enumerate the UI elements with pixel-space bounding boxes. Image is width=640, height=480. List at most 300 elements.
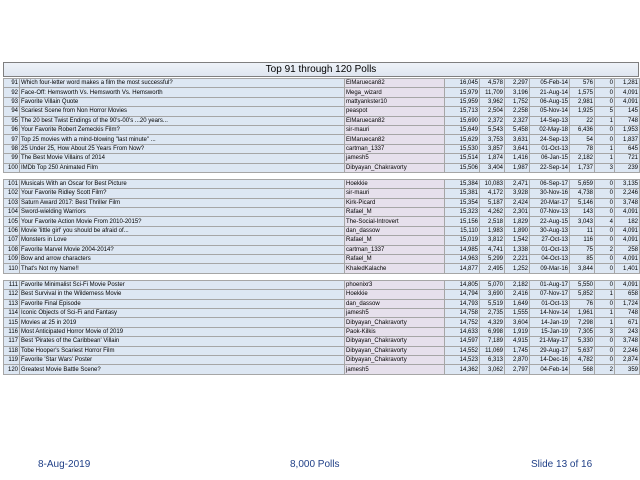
poll-author: Rafael_M (345, 208, 445, 217)
poll-stat-d: 0 (595, 226, 615, 235)
poll-rank: 105 (4, 217, 20, 226)
poll-title: Most Anticipated Horror Movie of 2019 (20, 327, 345, 336)
poll-author: Hoekkie (345, 179, 445, 188)
table-row (4, 346, 640, 355)
poll-views: 14,633 (445, 327, 480, 336)
poll-stat-d: 1 (595, 116, 615, 125)
poll-stat-c: 5,659 (570, 179, 595, 188)
spacer-cell (4, 273, 640, 280)
poll-title: Sword-wielding Warriors (20, 208, 345, 217)
poll-author: Hoekkie (345, 290, 445, 299)
poll-rank: 119 (4, 355, 20, 364)
poll-stat-d: 1 (595, 318, 615, 327)
poll-title: Favorite Villain Quote (20, 97, 345, 106)
spacer-cell (4, 172, 640, 179)
poll-stat-e: 1,724 (615, 299, 640, 308)
poll-stat-a: 2,504 (480, 107, 505, 116)
table-row (4, 308, 640, 317)
poll-stat-d: 0 (595, 337, 615, 346)
poll-stat-c: 85 (570, 255, 595, 264)
poll-views: 14,963 (445, 255, 480, 264)
poll-stat-c: 5,330 (570, 337, 595, 346)
poll-views: 15,530 (445, 144, 480, 153)
poll-title: Monsters in Love (20, 236, 345, 245)
poll-rank: 115 (4, 318, 20, 327)
poll-rank: 103 (4, 198, 20, 207)
poll-stat-c: 75 (570, 245, 595, 254)
poll-stat-e: 3,748 (615, 337, 640, 346)
poll-stat-c: 1,575 (570, 88, 595, 97)
poll-stat-a: 11,709 (480, 88, 505, 97)
table-row (4, 144, 640, 153)
table-row (4, 226, 640, 235)
poll-title: Scariest Scene from Non Horror Movies (20, 107, 345, 116)
poll-stat-e: 2,246 (615, 346, 640, 355)
table-row (4, 217, 640, 226)
poll-stat-b: 1,555 (505, 308, 530, 317)
poll-views: 15,959 (445, 97, 480, 106)
poll-views: 14,758 (445, 308, 480, 317)
poll-stat-c: 3,043 (570, 217, 595, 226)
poll-stat-e: 145 (615, 107, 640, 116)
poll-stat-b: 2,258 (505, 107, 530, 116)
poll-rank: 97 (4, 135, 20, 144)
poll-stat-a: 3,690 (480, 290, 505, 299)
poll-title: Favorite Minimalist Sci-Fi Movie Poster (20, 280, 345, 289)
poll-stat-c: 5,852 (570, 290, 595, 299)
poll-stat-a: 11,069 (480, 346, 505, 355)
poll-title: Bow and arrow characters (20, 255, 345, 264)
poll-stat-c: 7,305 (570, 327, 595, 336)
poll-title: IMDb Top 250 Animated Film (20, 163, 345, 172)
poll-stat-c: 3,844 (570, 264, 595, 273)
poll-stat-d: 3 (595, 327, 615, 336)
poll-stat-a: 3,812 (480, 236, 505, 245)
poll-stat-b: 2,301 (505, 208, 530, 217)
poll-stat-c: 5,550 (570, 280, 595, 289)
poll-author: mattyankster10 (345, 97, 445, 106)
poll-date: 21-Aug-14 (530, 88, 570, 97)
poll-date: 06-Jan-15 (530, 154, 570, 163)
poll-stat-e: 645 (615, 144, 640, 153)
table-row (4, 125, 640, 134)
poll-stat-b: 1,416 (505, 154, 530, 163)
poll-views: 15,156 (445, 217, 480, 226)
poll-stat-e: 4,091 (615, 97, 640, 106)
poll-stat-c: 78 (570, 144, 595, 153)
poll-stat-a: 2,518 (480, 217, 505, 226)
poll-stat-b: 1,338 (505, 245, 530, 254)
poll-title: Musicals With an Oscar for Best Picture (20, 179, 345, 188)
poll-rank: 93 (4, 97, 20, 106)
table-row (4, 116, 640, 125)
poll-stat-b: 2,797 (505, 365, 530, 374)
poll-author: Mega_wizard (345, 88, 445, 97)
table-row (4, 163, 640, 172)
poll-stat-b: 1,919 (505, 327, 530, 336)
table-row (4, 255, 640, 264)
poll-rank: 117 (4, 337, 20, 346)
poll-stat-e: 1,953 (615, 125, 640, 134)
poll-date: 05-Nov-14 (530, 107, 570, 116)
poll-stat-a: 5,519 (480, 299, 505, 308)
poll-stat-b: 1,542 (505, 236, 530, 245)
poll-author: dan_dassow (345, 226, 445, 235)
poll-rank: 113 (4, 299, 20, 308)
poll-stat-c: 568 (570, 365, 595, 374)
poll-stat-b: 1,829 (505, 217, 530, 226)
table-row (4, 327, 640, 336)
poll-date: 01-Oct-13 (530, 245, 570, 254)
poll-views: 15,354 (445, 198, 480, 207)
poll-stat-e: 1,281 (615, 79, 640, 88)
poll-stat-d: 0 (595, 299, 615, 308)
poll-rank: 98 (4, 144, 20, 153)
table-row (4, 198, 640, 207)
poll-stat-c: 2,981 (570, 97, 595, 106)
poll-stat-d: 0 (595, 280, 615, 289)
poll-stat-a: 1,983 (480, 226, 505, 235)
poll-stat-a: 2,372 (480, 116, 505, 125)
poll-stat-a: 3,753 (480, 135, 505, 144)
poll-stat-b: 1,252 (505, 264, 530, 273)
poll-stat-c: 5,637 (570, 346, 595, 355)
poll-stat-d: 0 (595, 88, 615, 97)
poll-rank: 101 (4, 179, 20, 188)
poll-stat-d: 0 (595, 125, 615, 134)
poll-rank: 106 (4, 226, 20, 235)
poll-stat-c: 6,436 (570, 125, 595, 134)
polls-table (3, 78, 640, 375)
poll-stat-a: 3,062 (480, 365, 505, 374)
poll-stat-a: 4,172 (480, 189, 505, 198)
poll-stat-a: 3,857 (480, 144, 505, 153)
table-row (4, 290, 640, 299)
poll-author: Rafael_M (345, 255, 445, 264)
poll-views: 15,649 (445, 125, 480, 134)
poll-stat-e: 721 (615, 154, 640, 163)
poll-views: 14,985 (445, 245, 480, 254)
poll-stat-a: 4,741 (480, 245, 505, 254)
poll-stat-b: 5,458 (505, 125, 530, 134)
poll-stat-a: 5,070 (480, 280, 505, 289)
table-row (4, 280, 640, 289)
poll-stat-a: 2,495 (480, 264, 505, 273)
poll-title: Your Favorite Robert Zemeckis Film? (20, 125, 345, 134)
poll-stat-a: 3,404 (480, 163, 505, 172)
poll-stat-b: 1,649 (505, 299, 530, 308)
poll-date: 14-Nov-14 (530, 308, 570, 317)
poll-date: 20-Mar-17 (530, 198, 570, 207)
poll-views: 15,384 (445, 179, 480, 188)
poll-title: Best Survival in the Wilderness Movie (20, 290, 345, 299)
poll-date: 30-Nov-16 (530, 189, 570, 198)
table-row (4, 107, 640, 116)
poll-views: 15,381 (445, 189, 480, 198)
poll-views: 15,690 (445, 116, 480, 125)
poll-title: Your Favorite Ridley Scott Film? (20, 189, 345, 198)
poll-stat-d: 0 (595, 355, 615, 364)
poll-stat-a: 4,262 (480, 208, 505, 217)
poll-rank: 120 (4, 365, 20, 374)
poll-stat-a: 3,962 (480, 97, 505, 106)
poll-rank: 96 (4, 125, 20, 134)
table-row (4, 154, 640, 163)
poll-stat-c: 11 (570, 226, 595, 235)
poll-title: Movies at 25 in 2019 (20, 318, 345, 327)
poll-stat-b: 2,870 (505, 355, 530, 364)
poll-author: ElMaruecan82 (345, 79, 445, 88)
poll-stat-e: 4,091 (615, 280, 640, 289)
poll-stat-d: 1 (595, 308, 615, 317)
poll-stat-e: 4,091 (615, 236, 640, 245)
poll-stat-e: 258 (615, 245, 640, 254)
poll-stat-e: 4,091 (615, 226, 640, 235)
poll-stat-a: 7,189 (480, 337, 505, 346)
poll-stat-d: 1 (595, 154, 615, 163)
poll-author: Kirk-Picard (345, 198, 445, 207)
poll-stat-a: 6,313 (480, 355, 505, 364)
poll-stat-d: 0 (595, 236, 615, 245)
poll-date: 22-Aug-15 (530, 217, 570, 226)
poll-author: Dibyayan_Chakravorty (345, 337, 445, 346)
poll-stat-c: 5,146 (570, 198, 595, 207)
poll-author: ElMaruecan82 (345, 116, 445, 125)
table-row (4, 318, 640, 327)
poll-rank: 104 (4, 208, 20, 217)
poll-stat-b: 3,196 (505, 88, 530, 97)
poll-views: 15,979 (445, 88, 480, 97)
poll-stat-e: 4,091 (615, 208, 640, 217)
poll-title: Best 'Pirates of the Caribbean' Villain (20, 337, 345, 346)
poll-views: 16,045 (445, 79, 480, 88)
poll-views: 14,793 (445, 299, 480, 308)
poll-views: 15,713 (445, 107, 480, 116)
poll-stat-c: 576 (570, 79, 595, 88)
poll-views: 15,629 (445, 135, 480, 144)
poll-stat-c: 22 (570, 116, 595, 125)
poll-stat-c: 54 (570, 135, 595, 144)
poll-author: cartman_1337 (345, 144, 445, 153)
poll-author: sir-mauri (345, 125, 445, 134)
poll-stat-e: 359 (615, 365, 640, 374)
poll-author: Rafael_M (345, 236, 445, 245)
poll-author: cartman_1337 (345, 245, 445, 254)
table-row (4, 88, 640, 97)
poll-stat-b: 3,631 (505, 135, 530, 144)
poll-date: 14-Jan-19 (530, 318, 570, 327)
poll-author: jamesh5 (345, 365, 445, 374)
poll-stat-d: 5 (595, 107, 615, 116)
table-row (4, 79, 640, 88)
poll-title: Favorite Marvel Movie 2004-2014? (20, 245, 345, 254)
poll-stat-b: 2,424 (505, 198, 530, 207)
poll-views: 14,877 (445, 264, 480, 273)
table-row (4, 236, 640, 245)
poll-rank: 91 (4, 79, 20, 88)
poll-stat-a: 4,329 (480, 318, 505, 327)
poll-stat-e: 4,091 (615, 88, 640, 97)
poll-stat-b: 1,890 (505, 226, 530, 235)
poll-stat-b: 1,745 (505, 346, 530, 355)
poll-stat-b: 2,182 (505, 280, 530, 289)
poll-date: 09-Mar-16 (530, 264, 570, 273)
poll-rank: 107 (4, 236, 20, 245)
poll-stat-e: 3,748 (615, 198, 640, 207)
poll-stat-c: 116 (570, 236, 595, 245)
poll-date: 30-Aug-13 (530, 226, 570, 235)
poll-stat-e: 2,246 (615, 189, 640, 198)
poll-stat-e: 3,135 (615, 179, 640, 188)
poll-title: Greatest Movie Battle Scene? (20, 365, 345, 374)
table-title: Top 91 through 120 Polls (3, 62, 639, 77)
poll-views: 15,323 (445, 208, 480, 217)
poll-stat-e: 4,091 (615, 255, 640, 264)
poll-views: 14,362 (445, 365, 480, 374)
poll-stat-d: 0 (595, 264, 615, 273)
poll-stat-c: 4,782 (570, 355, 595, 364)
poll-date: 06-Sep-17 (530, 179, 570, 188)
poll-views: 15,506 (445, 163, 480, 172)
poll-stat-d: 1 (595, 144, 615, 153)
footer-poll-count: 8,000 Polls (290, 459, 340, 470)
poll-rank: 114 (4, 308, 20, 317)
poll-date: 07-Nov-17 (530, 290, 570, 299)
poll-title: Top 25 movies with a mind-blowing "last minute" ... (20, 135, 345, 144)
poll-stat-e: 748 (615, 308, 640, 317)
footer-slide-number: Slide 13 of 16 (531, 459, 593, 470)
poll-title: Face-Off: Hemsworth Vs. Hemsworth Vs. Hemsworth (20, 88, 345, 97)
poll-author: dan_dassow (345, 299, 445, 308)
poll-date: 02-May-18 (530, 125, 570, 134)
poll-stat-e: 2,874 (615, 355, 640, 364)
poll-date: 14-Dec-16 (530, 355, 570, 364)
poll-stat-e: 239 (615, 163, 640, 172)
poll-stat-a: 2,735 (480, 308, 505, 317)
poll-rank: 118 (4, 346, 20, 355)
poll-date: 29-Aug-17 (530, 346, 570, 355)
poll-stat-d: 0 (595, 208, 615, 217)
poll-stat-d: 1 (595, 290, 615, 299)
poll-author: peaspot (345, 107, 445, 116)
poll-title: Tobe Hooper's Scariest Horror Film (20, 346, 345, 355)
poll-rank: 99 (4, 154, 20, 163)
table-row (4, 355, 640, 364)
poll-stat-d: 0 (595, 135, 615, 144)
poll-author: sir-mauri (345, 189, 445, 198)
poll-views: 14,794 (445, 290, 480, 299)
poll-title: Favorite 'Star Wars' Poster (20, 355, 345, 364)
poll-views: 15,110 (445, 226, 480, 235)
poll-stat-a: 4,578 (480, 79, 505, 88)
poll-author: jamesh5 (345, 154, 445, 163)
footer-date: 8-Aug-2019 (38, 459, 91, 470)
poll-rank: 94 (4, 107, 20, 116)
poll-date: 24-Sep-13 (530, 135, 570, 144)
poll-stat-a: 5,187 (480, 198, 505, 207)
poll-stat-d: 3 (595, 163, 615, 172)
poll-views: 15,019 (445, 236, 480, 245)
poll-date: 22-Sep-14 (530, 163, 570, 172)
poll-date: 04-Oct-13 (530, 255, 570, 264)
poll-stat-b: 4,915 (505, 337, 530, 346)
poll-stat-a: 5,299 (480, 255, 505, 264)
table-row (4, 208, 640, 217)
group-spacer (4, 172, 640, 179)
poll-author: ElMaruecan82 (345, 135, 445, 144)
poll-title: 25 Under 25, How About 25 Years From Now? (20, 144, 345, 153)
poll-title: Iconic Objects of Sci-Fi and Fantasy (20, 308, 345, 317)
poll-stat-d: 0 (595, 255, 615, 264)
poll-date: 27-Oct-13 (530, 236, 570, 245)
poll-stat-e: 671 (615, 318, 640, 327)
poll-date: 14-Sep-13 (530, 116, 570, 125)
poll-title: Saturn Award 2017: Best Thriller Film (20, 198, 345, 207)
poll-date: 15-Jan-19 (530, 327, 570, 336)
poll-stat-b: 2,416 (505, 290, 530, 299)
poll-rank: 109 (4, 255, 20, 264)
poll-rank: 116 (4, 327, 20, 336)
poll-views: 14,597 (445, 337, 480, 346)
poll-date: 06-Aug-15 (530, 97, 570, 106)
poll-stat-d: 0 (595, 79, 615, 88)
poll-title: The Best Movie Villains of 2014 (20, 154, 345, 163)
poll-views: 14,523 (445, 355, 480, 364)
poll-stat-e: 182 (615, 217, 640, 226)
poll-rank: 108 (4, 245, 20, 254)
table-row (4, 299, 640, 308)
poll-stat-b: 2,297 (505, 79, 530, 88)
poll-author: Dibyayan_Chakravorty (345, 355, 445, 364)
poll-stat-c: 76 (570, 299, 595, 308)
poll-title: Favorite Final Episode (20, 299, 345, 308)
poll-title: Movie 'little girl' you should be afraid of... (20, 226, 345, 235)
table-row (4, 264, 640, 273)
poll-stat-d: 0 (595, 198, 615, 207)
poll-stat-b: 2,221 (505, 255, 530, 264)
poll-stat-c: 143 (570, 208, 595, 217)
poll-author: The-Social-Introvert (345, 217, 445, 226)
table-row (4, 365, 640, 374)
poll-stat-d: 0 (595, 189, 615, 198)
poll-stat-c: 1,925 (570, 107, 595, 116)
poll-title: The 20 best Twist Endings of the 90's-00's ...20 years... (20, 116, 345, 125)
poll-stat-c: 7,298 (570, 318, 595, 327)
poll-stat-e: 243 (615, 327, 640, 336)
poll-author: jamesh5 (345, 308, 445, 317)
table-row (4, 97, 640, 106)
poll-stat-b: 1,987 (505, 163, 530, 172)
poll-stat-e: 658 (615, 290, 640, 299)
table-row (4, 179, 640, 188)
poll-rank: 92 (4, 88, 20, 97)
poll-date: 01-Oct-13 (530, 144, 570, 153)
poll-date: 01-Oct-13 (530, 299, 570, 308)
poll-rank: 95 (4, 116, 20, 125)
poll-stat-d: 0 (595, 346, 615, 355)
poll-stat-c: 1,961 (570, 308, 595, 317)
poll-stat-d: 0 (595, 97, 615, 106)
poll-views: 15,514 (445, 154, 480, 163)
table-row (4, 135, 640, 144)
poll-stat-c: 4,738 (570, 189, 595, 198)
poll-author: Paok-Kilkis (345, 327, 445, 336)
poll-views: 14,752 (445, 318, 480, 327)
poll-stat-c: 2,182 (570, 154, 595, 163)
poll-rank: 112 (4, 290, 20, 299)
poll-stat-c: 1,737 (570, 163, 595, 172)
poll-stat-a: 6,998 (480, 327, 505, 336)
